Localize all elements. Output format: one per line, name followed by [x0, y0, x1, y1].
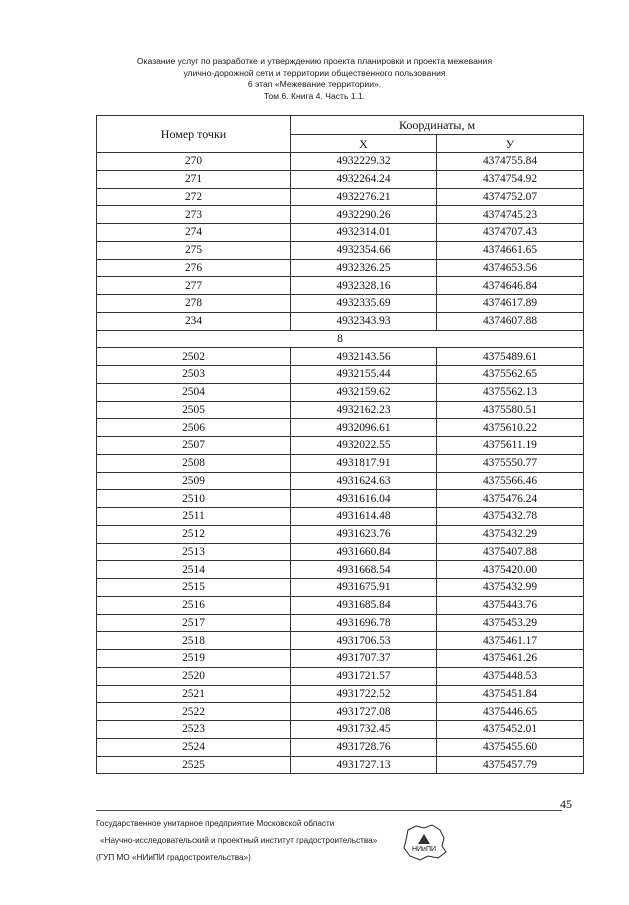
y-coordinate-cell: 4375420.00 — [437, 561, 584, 579]
table-row — [97, 525, 584, 543]
y-coordinate-cell: 4375461.17 — [437, 632, 584, 650]
table-row — [97, 437, 584, 455]
footer-line-2: «Научно-исследовательский и проектный институт градостроительства» — [100, 836, 378, 845]
y-coordinate-cell: 4374754.92 — [437, 170, 584, 188]
y-coordinate-cell: 4374752.07 — [437, 188, 584, 206]
table-row — [97, 650, 584, 668]
table-row — [97, 241, 584, 259]
point-number-cell: 2522 — [97, 703, 291, 721]
table-row — [97, 206, 584, 224]
y-coordinate-cell: 4375451.84 — [437, 685, 584, 703]
x-coordinate-cell: 4932354.66 — [291, 241, 437, 259]
table-row — [97, 614, 584, 632]
point-number-cell: 2525 — [97, 756, 291, 774]
table-row — [97, 224, 584, 242]
x-coordinate-cell: 4932022.55 — [291, 437, 437, 455]
header-line-3: 6 этап «Межевание территории». — [247, 79, 382, 90]
point-number-cell: 2510 — [97, 490, 291, 508]
x-coordinate-cell: 4931614.48 — [291, 508, 437, 526]
table-row — [97, 259, 584, 277]
y-coordinate-cell: 4375611.19 — [437, 437, 584, 455]
point-number-cell: 2511 — [97, 508, 291, 526]
footer-line-3: (ГУП МО «НИиПИ градостроительства») — [96, 853, 251, 862]
y-coordinate-cell: 4375455.60 — [437, 738, 584, 756]
point-number-cell: 274 — [97, 224, 291, 242]
x-coordinate-cell: 4931727.13 — [291, 756, 437, 774]
x-coordinate-cell: 4931817.91 — [291, 454, 437, 472]
table-row — [97, 667, 584, 685]
point-number-cell: 2515 — [97, 579, 291, 597]
point-number-cell: 2509 — [97, 472, 291, 490]
header-line-2: улично-дорожной сети и территории общественного пользования — [183, 67, 446, 78]
x-coordinate-cell: 4931660.84 — [291, 543, 437, 561]
table-row — [97, 295, 584, 313]
x-coordinate-cell: 4931616.04 — [291, 490, 437, 508]
footer-divider — [96, 810, 562, 811]
table-row — [97, 383, 584, 401]
y-coordinate-cell: 4375452.01 — [437, 721, 584, 739]
table-row — [97, 756, 584, 774]
x-coordinate-cell: 4932159.62 — [291, 383, 437, 401]
point-number-cell: 2518 — [97, 632, 291, 650]
x-coordinate-cell: 4932335.69 — [291, 295, 437, 313]
x-coordinate-cell: 4932264.24 — [291, 170, 437, 188]
point-number-cell: 2507 — [97, 437, 291, 455]
point-number-cell: 2523 — [97, 721, 291, 739]
x-coordinate-cell: 4931721.57 — [291, 667, 437, 685]
point-number-cell: 2516 — [97, 596, 291, 614]
x-coordinate-cell: 4932276.21 — [291, 188, 437, 206]
table-row — [97, 277, 584, 295]
point-number-cell: 2512 — [97, 525, 291, 543]
section-row — [97, 330, 584, 348]
y-coordinate-cell: 4375580.51 — [437, 401, 584, 419]
table-row — [97, 703, 584, 721]
point-number-cell: 2503 — [97, 366, 291, 384]
header-line-1: Оказание услуг по разработке и утверждению проекта планировки и проекта межевания — [136, 56, 493, 66]
x-coordinate-cell: 4932143.56 — [291, 348, 437, 366]
point-number-cell: 2502 — [97, 348, 291, 366]
point-number-cell: 2506 — [97, 419, 291, 437]
y-coordinate-cell: 4375407.88 — [437, 543, 584, 561]
table-row — [97, 366, 584, 384]
header-x: X — [291, 135, 437, 153]
table-row — [97, 579, 584, 597]
y-coordinate-cell: 4374755.84 — [437, 153, 584, 171]
point-number-cell: 234 — [97, 312, 291, 330]
header-y: У — [437, 135, 584, 153]
table-row — [97, 543, 584, 561]
x-coordinate-cell: 4932155.44 — [291, 366, 437, 384]
y-coordinate-cell: 4375489.61 — [437, 348, 584, 366]
y-coordinate-cell: 4375432.78 — [437, 508, 584, 526]
document-footer — [96, 815, 377, 866]
coordinates-table — [96, 115, 584, 774]
table-row — [97, 454, 584, 472]
table-row — [97, 685, 584, 703]
table-row — [97, 312, 584, 330]
table-row — [97, 738, 584, 756]
x-coordinate-cell: 4931728.76 — [291, 738, 437, 756]
header-point-number: Номер точки — [97, 116, 291, 153]
y-coordinate-cell: 4374661.65 — [437, 241, 584, 259]
x-coordinate-cell: 4931706.53 — [291, 632, 437, 650]
point-number-cell: 2508 — [97, 454, 291, 472]
section-label: 8 — [97, 330, 584, 348]
y-coordinate-cell: 4375432.99 — [437, 579, 584, 597]
point-number-cell: 2524 — [97, 738, 291, 756]
table-row — [97, 561, 584, 579]
point-number-cell: 2521 — [97, 685, 291, 703]
x-coordinate-cell: 4931624.63 — [291, 472, 437, 490]
table-row — [97, 401, 584, 419]
x-coordinate-cell: 4931727.08 — [291, 703, 437, 721]
x-coordinate-cell: 4932162.23 — [291, 401, 437, 419]
x-coordinate-cell: 4932314.01 — [291, 224, 437, 242]
point-number-cell: 2514 — [97, 561, 291, 579]
table-row — [97, 419, 584, 437]
region-map-logo-icon — [398, 822, 450, 864]
y-coordinate-cell: 4375457.79 — [437, 756, 584, 774]
point-number-cell: 271 — [97, 170, 291, 188]
x-coordinate-cell: 4931623.76 — [291, 525, 437, 543]
point-number-cell: 2504 — [97, 383, 291, 401]
table-row — [97, 472, 584, 490]
x-coordinate-cell: 4931707.37 — [291, 650, 437, 668]
table-row — [97, 508, 584, 526]
header-line-4: Том 6. Книга 4. Часть 1.1. — [263, 90, 366, 101]
x-coordinate-cell: 4931675.91 — [291, 579, 437, 597]
point-number-cell: 2505 — [97, 401, 291, 419]
x-coordinate-cell: 4932229.32 — [291, 153, 437, 171]
table-row — [97, 170, 584, 188]
x-coordinate-cell: 4932343.93 — [291, 312, 437, 330]
point-number-cell: 2519 — [97, 650, 291, 668]
point-number-cell: 2520 — [97, 667, 291, 685]
y-coordinate-cell: 4374617.89 — [437, 295, 584, 313]
x-coordinate-cell: 4931696.78 — [291, 614, 437, 632]
x-coordinate-cell: 4931732.45 — [291, 721, 437, 739]
y-coordinate-cell: 4374745.23 — [437, 206, 584, 224]
y-coordinate-cell: 4374607.88 — [437, 312, 584, 330]
point-number-cell: 276 — [97, 259, 291, 277]
x-coordinate-cell: 4931668.54 — [291, 561, 437, 579]
y-coordinate-cell: 4375562.65 — [437, 366, 584, 384]
y-coordinate-cell: 4374646.84 — [437, 277, 584, 295]
point-number-cell: 272 — [97, 188, 291, 206]
logo-text: НИиПИ — [411, 846, 437, 853]
table-group-2 — [97, 348, 584, 774]
point-number-cell: 275 — [97, 241, 291, 259]
table-row — [97, 348, 584, 366]
document-header — [60, 56, 569, 102]
table-row — [97, 632, 584, 650]
table-row — [97, 188, 584, 206]
y-coordinate-cell: 4374653.56 — [437, 259, 584, 277]
x-coordinate-cell: 4932326.25 — [291, 259, 437, 277]
table-row — [97, 721, 584, 739]
x-coordinate-cell: 4932328.16 — [291, 277, 437, 295]
y-coordinate-cell: 4375610.22 — [437, 419, 584, 437]
page-number: 45 — [560, 797, 572, 811]
x-coordinate-cell: 4932290.26 — [291, 206, 437, 224]
table-row — [97, 153, 584, 171]
table-group-1 — [97, 153, 584, 331]
point-number-cell: 2513 — [97, 543, 291, 561]
x-coordinate-cell: 4931685.84 — [291, 596, 437, 614]
point-number-cell: 270 — [97, 153, 291, 171]
y-coordinate-cell: 4375461.26 — [437, 650, 584, 668]
x-coordinate-cell: 4932096.61 — [291, 419, 437, 437]
table-row — [97, 490, 584, 508]
y-coordinate-cell: 4375443.76 — [437, 596, 584, 614]
point-number-cell: 273 — [97, 206, 291, 224]
y-coordinate-cell: 4375476.24 — [437, 490, 584, 508]
y-coordinate-cell: 4375566.46 — [437, 472, 584, 490]
y-coordinate-cell: 4375562.13 — [437, 383, 584, 401]
y-coordinate-cell: 4375453.29 — [437, 614, 584, 632]
table-row — [97, 596, 584, 614]
point-number-cell: 2517 — [97, 614, 291, 632]
y-coordinate-cell: 4375550.77 — [437, 454, 584, 472]
footer-line-1: Государственное унитарное предприятие Московской области — [96, 819, 335, 828]
y-coordinate-cell: 4375448.53 — [437, 667, 584, 685]
x-coordinate-cell: 4931722.52 — [291, 685, 437, 703]
header-coordinates: Координаты, м — [291, 116, 584, 135]
point-number-cell: 278 — [97, 295, 291, 313]
point-number-cell: 277 — [97, 277, 291, 295]
y-coordinate-cell: 4374707.43 — [437, 224, 584, 242]
y-coordinate-cell: 4375432.29 — [437, 525, 584, 543]
y-coordinate-cell: 4375446.65 — [437, 703, 584, 721]
